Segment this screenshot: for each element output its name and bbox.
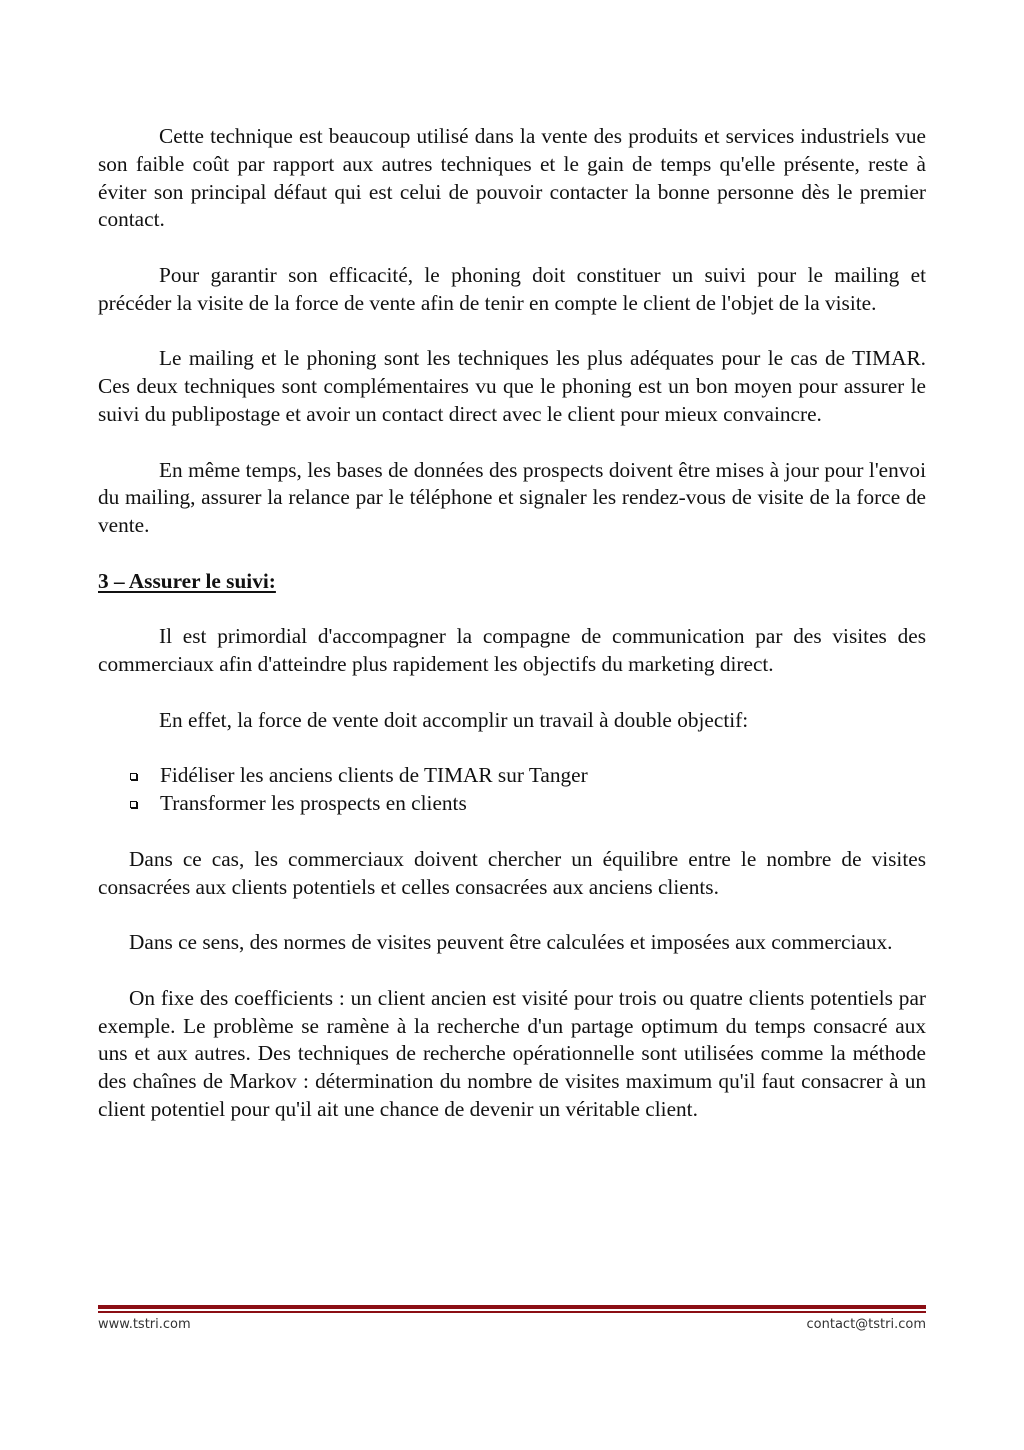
footer-divider-thick (98, 1305, 926, 1309)
list-item-text: Fidéliser les anciens clients de TIMAR sur Tanger (160, 763, 588, 788)
square-bullet-icon (130, 773, 137, 780)
square-bullet-icon (130, 801, 137, 808)
footer-website: www.tstri.com (98, 1317, 191, 1332)
footer-email: contact@tstri.com (806, 1317, 926, 1332)
list-item-text: Transformer les prospects en clients (160, 791, 467, 816)
paragraph-coefficients-markov: On fixe des coefficients : un client ancien est visité pour trois ou quatre clients potentiels par exemple. Le problème se ramène à la recherche d'un partage optimum du temps consacré aux uns et aux autres. Des techniques de recherche opérationnelle sont utilisées comme la méthode des chaînes de Markov : détermination du nombre de visites maximum qu'il faut consacrer à un client potentiel pour qu'il ait une chance de devenir un véritable client. (98, 985, 926, 1121)
paragraph-visit-balance: Dans ce cas, les commerciaux doivent chercher un équilibre entre le nombre de visites consacrées aux clients potentiels et celles consacrées aux anciens clients. (98, 846, 926, 899)
paragraph-visit-norms: Dans ce sens, des normes de visites peuvent être calculées et imposées aux commerciaux. (129, 930, 893, 955)
paragraph-prospect-database: En même temps, les bases de données des prospects doivent être mises à jour pour l'envoi du mailing, assurer la relance par le téléphone et signaler les rendez-vous de visite de la force de vente. (98, 457, 926, 538)
paragraph-commercial-visits: Il est primordial d'accompagner la compagne de communication par des visites des commerciaux afin d'atteindre plus rapidement les objectifs du marketing direct. (98, 624, 926, 677)
paragraph-technique-cost: Cette technique est beaucoup utilisé dans la vente des produits et services industriels vue son faible coût par rapport aux autres techniques et le gain de temps qu'elle présente, reste à éviter son principal défaut qui est celui de pouvoir contacter la bonne personne dès le premier contact. (98, 124, 926, 232)
footer-divider-thin (98, 1311, 926, 1313)
paragraph-phoning-efficacy: Pour garantir son efficacité, le phoning doit constituer un suivi pour le mailing et précéder la visite de la force de vente afin de tenir en compte le client de l'objet de la visite. (98, 262, 926, 315)
page-footer (98, 1317, 926, 1332)
list-item (98, 762, 926, 790)
paragraph-double-objective: En effet, la force de vente doit accomplir un travail à double objectif: (159, 707, 749, 732)
document-body (98, 123, 926, 1151)
objective-list (98, 762, 926, 818)
list-item (98, 790, 926, 818)
paragraph-mailing-phoning: Le mailing et le phoning sont les techniques les plus adéquates pour le cas de TIMAR. Ces deux techniques sont complémentaires vu que le phoning est un bon moyen pour assurer le suivi du publipostage et avoir un contact direct avec le client pour mieux convaincre. (98, 346, 926, 426)
section-heading: 3 – Assurer le suivi: (98, 568, 276, 593)
